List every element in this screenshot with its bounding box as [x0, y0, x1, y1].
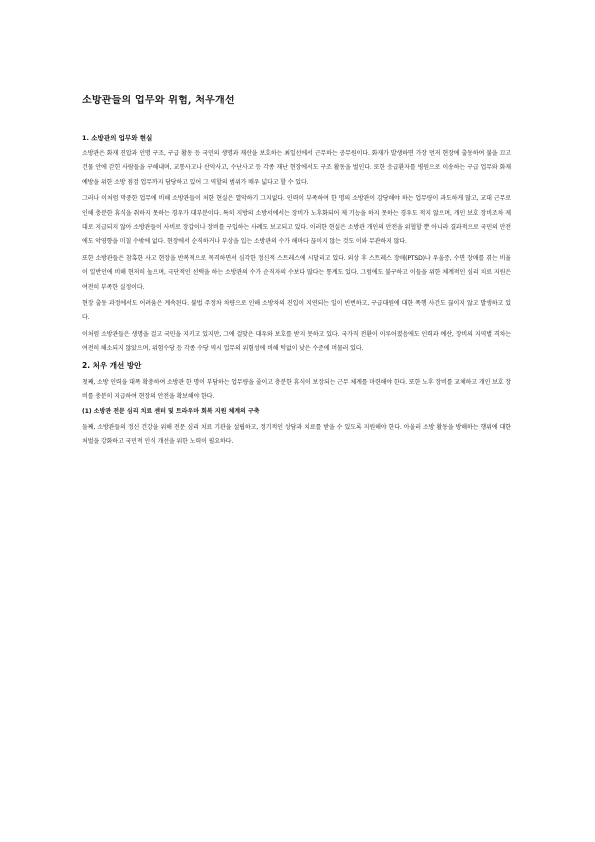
subsection-heading: (1) 소방관 전문 심리 치료 센터 및 트라우마 회복 지원 체계의 구축 — [82, 407, 260, 415]
paragraph: 그러나 이처럼 막중한 업무에 비해 소방관들이 처한 현실은 열악하기 그지없다. 인력이 부족하여 한 명의 소방관이 감당해야 하는 업무량이 과도하게 많고, 교대 근무로 인해 충분한 휴식을 취하지 못하는 경우가 대부분이다. 특히 지방의 소방서에서는 장비가 노후화되어 제 기능을 하지 못하는 경우도 적지 않으며, 개인 보호 장비조차 제대로 지급되지 않아 소방관들이 사비로 장갑이나 장비를 구입하는 사례도 보고되고 있다. 이러한 현실은 소방관 개인의 안전을 위협할 뿐 아니라 결과적으로 국민의 안전에도 악영향을 미칠 수밖에 없다. 현장에서 순직하거나 부상을 입는 소방관의 수가 해마다 끊이지 않는 것도 이와 무관하지 않다. — [82, 195, 511, 246]
section-heading-1: 1. 소방관의 업무와 현실 — [82, 134, 153, 142]
paragraph: 둘째, 소방관들의 정신 건강을 위해 전문 심리 치료 기관을 설립하고, 정기적인 상담과 치료를 받을 수 있도록 지원해야 한다. 아울러 소방 활동을 방해하는 행위에 대한 처벌을 강화하고 국민적 인식 개선을 위한 노력이 필요하다. — [82, 423, 511, 445]
document-title: 소방관들의 업무와 위험, 처우개선 — [82, 95, 235, 106]
section-heading-2: 2. 처우 개선 방안 — [82, 360, 142, 370]
paragraph: 소방관은 화재 진압과 인명 구조, 구급 활동 등 국민의 생명과 재산을 보호하는 최일선에서 근무하는 공무원이다. 화재가 발생하면 가장 먼저 현장에 출동하여 불을 끄고 건물 안에 갇힌 사람들을 구해내며, 교통사고나 산악사고, 수난사고 등 각종 재난 현장에서도 구조 활동을 벌인다. 또한 응급환자를 병원으로 이송하는 구급 업무와 화재 예방을 위한 소방 점검 업무까지 담당하고 있어 그 역할의 범위가 매우 넓다고 할 수 있다. — [82, 150, 511, 186]
paragraph: 이처럼 소방관들은 생명을 걸고 국민을 지키고 있지만, 그에 걸맞은 대우와 보호를 받지 못하고 있다. 국가직 전환이 이루어졌음에도 인력과 예산, 장비의 지역별 격차는 여전히 해소되지 않았으며, 위험수당 등 각종 수당 역시 업무의 위험성에 비해 턱없이 낮은 수준에 머물러 있다. — [82, 330, 511, 353]
paragraph: 첫째, 소방 인력을 대폭 확충하여 소방관 한 명이 부담하는 업무량을 줄이고 충분한 휴식이 보장되는 근무 체계를 마련해야 한다. 또한 노후 장비를 교체하고 개인 보호 장비를 충분히 지급하여 현장의 안전을 확보해야 한다. — [82, 378, 511, 401]
paragraph: 현장 출동 과정에서도 어려움은 계속된다. 불법 주정차 차량으로 인해 소방차의 진입이 지연되는 일이 빈번하고, 구급대원에 대한 폭행 사건도 끊이지 않고 발생하고 있다. — [82, 300, 511, 322]
paragraph: 또한 소방관들은 참혹한 사고 현장을 반복적으로 목격하면서 심각한 정신적 스트레스에 시달리고 있다. 외상 후 스트레스 장애(PTSD)나 우울증, 수면 장애를 겪는 비율이 일반인에 비해 현저히 높으며, 극단적인 선택을 하는 소방관의 수가 순직자의 수보다 많다는 통계도 있다. 그럼에도 불구하고 이들을 위한 체계적인 심리 치료 지원은 여전히 부족한 실정이다. — [82, 254, 511, 291]
